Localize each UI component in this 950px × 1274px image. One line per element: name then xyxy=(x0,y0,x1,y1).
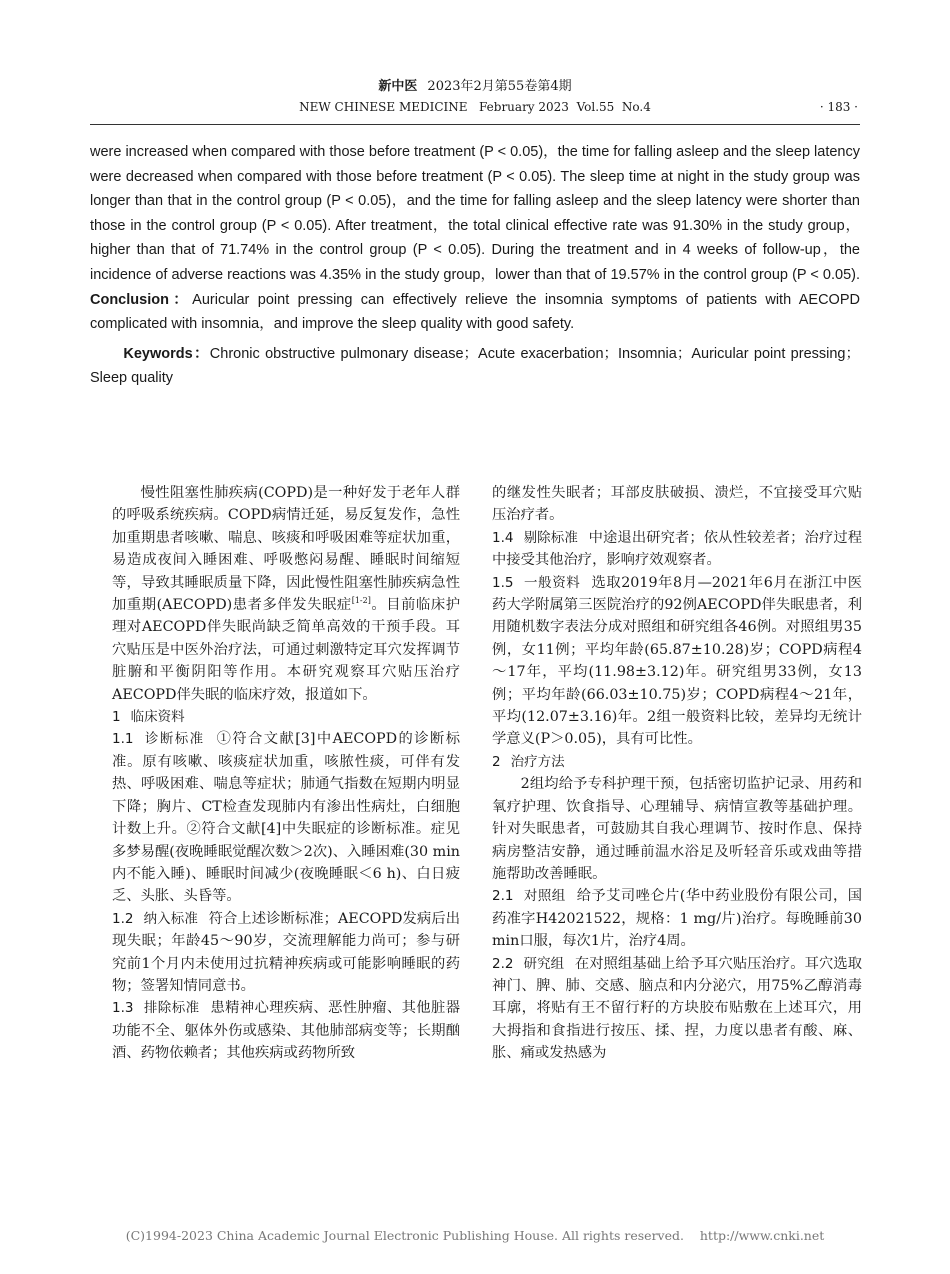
journal-title-cn xyxy=(0,78,950,96)
section-2-title: 治疗方法 xyxy=(510,753,565,770)
conclusion-text: Auricular point pressing can effectively relieve the insomnia symptoms of patients with AECOPD complicated with insomnia，and improve the sleep quality with good safety. xyxy=(90,291,860,333)
section-1-1-number: 1.1 xyxy=(112,731,134,748)
intro-citation: [1-2] xyxy=(351,596,371,606)
section-2-1-text: 给予艾司唑仑片(华中药业股份有限公司，国药准字H42021522，规格：1 mg/片)治疗。每晚睡前30 min口服，每次1片，治疗4周。 xyxy=(492,888,863,950)
page-number: · 183 · xyxy=(819,100,858,114)
journal-issue-cn: 2023年2月第55卷第4期 xyxy=(427,79,572,94)
keywords-label: Keywords： xyxy=(123,345,210,362)
header-rule xyxy=(90,124,860,125)
right-column xyxy=(492,482,862,1065)
section-1-5 xyxy=(492,572,862,751)
section-2-1-title: 对照组 xyxy=(523,888,566,905)
section-1-2-number: 1.2 xyxy=(112,910,134,927)
intro-text-b: 。目前临床护理对AECOPD伴失眠尚缺乏简单高效的干预手段。耳穴贴压是中医外治疗法，可通过刺激特定耳穴发挥调节脏腑和平衡阴阳等作用。本研究观察耳穴贴压治疗AECOPD伴失眠的临床疗效，报道如下。 xyxy=(112,597,460,703)
section-2-heading xyxy=(492,751,862,773)
conclusion-label: Conclusion： xyxy=(90,291,193,308)
copyright-footer: (C)1994-2023 China Academic Journal Electronic Publishing House. All rights reserved. http://www.cnki.net xyxy=(125,1228,825,1243)
section-1-5-text: 选取2019年8月—2021年6月在浙江中医药大学附属第三医院治疗的92例AECOPD伴失眠患者，利用随机数字表法分成对照组和研究组各46例。对照组男35例，女11例；平均年龄(65.87±10.28)岁；COPD病程4～17年，平均(11.98±3.12)年。研究组男33例，女13例；平均年龄(66.03±10.75)岁；COPD病程4～21年，平均(12.07±3.16)年。2组一般资料比较，差异均无统计学意义(P＞0.05)，具有可比性。 xyxy=(492,574,862,748)
section-1-3 xyxy=(112,997,460,1064)
intro-paragraph xyxy=(112,482,460,706)
section-2-2-number: 2.2 xyxy=(492,955,514,972)
abstract-results: were increased when compared with those before treatment (P < 0.05)，the time for falling asleep and the sleep latency were decreased when compared with those before treatment (P < 0.05). The sleep time at night in the study group was longer than that in the control group (P < 0.05)，and the time for falling asleep and the sleep latency were shorter than those in the control group (P < 0.05). After treatment，the total clinical effective rate was 91.30% in the study group，higher than that of 71.74% in the control group (P < 0.05). During the treatment and in 4 weeks of follow-up，the incidence of adverse reactions was 4.35% in the study group，lower than that of 19.57% in the control group (P < 0.05). xyxy=(90,144,860,283)
section-1-2 xyxy=(112,908,460,998)
section-2-2-text: 在对照组基础上给予耳穴贴压治疗。耳穴选取神门、脾、肺、交感、脑点和内分泌穴，用75%乙醇消毒耳廓，将贴有王不留行籽的方块胶布贴敷在上述耳穴，用大拇指和食指进行按压、揉、捏，力度以患者有酸、麻、胀、痛或发热感为 xyxy=(492,955,863,1062)
keywords-text: Chronic obstructive pulmonary disease；Acute exacerbation；Insomnia；Auricular point pressing；Sleep quality xyxy=(90,345,860,387)
journal-issue-en: NEW CHINESE MEDICINE February 2023 Vol.55 No.4 xyxy=(299,100,651,114)
section-2-1-number: 2.1 xyxy=(492,888,514,905)
section-1-1-title: 诊断标准 xyxy=(143,731,205,748)
section-1-4-title: 剔除标准 xyxy=(523,529,578,546)
section-1-heading xyxy=(112,706,460,728)
section-1-2-title: 纳入标准 xyxy=(143,910,198,927)
section-1-4 xyxy=(492,527,862,572)
section-1-3-continued: 的继发性失眠者；耳部皮肤破损、溃烂，不宜接受耳穴贴压治疗者。 xyxy=(492,485,862,524)
section-1-title: 临床资料 xyxy=(130,709,185,726)
abstract-block xyxy=(90,140,860,391)
intro-text-a: 慢性阻塞性肺疾病(COPD)是一种好发于老年人群的呼吸系统疾病。COPD病情迁延，易反复发作，急性加重期患者咳嗽、喘息、咳痰和呼吸困难等症状加重，易造成夜间入睡困难、呼吸憋闷易醒、睡眠时间缩短等，导致其睡眠质量下降，因此慢性阻塞性肺疾病急性加重期(AECOPD)患者多伴发失眠症 xyxy=(112,485,460,614)
section-2-number: 2 xyxy=(492,753,501,770)
section-1-number: 1 xyxy=(112,709,121,726)
section-1-4-text: 中途退出研究者；依从性较差者；治疗过程中接受其他治疗，影响疗效观察者。 xyxy=(492,529,863,569)
section-1-1 xyxy=(112,728,460,907)
section-1-5-title: 一般资料 xyxy=(523,574,581,591)
keywords-line xyxy=(90,342,860,391)
journal-name-cn: 新中医 xyxy=(378,79,418,94)
page-header xyxy=(0,78,950,116)
section-1-4-number: 1.4 xyxy=(492,529,514,546)
section-1-3-number: 1.3 xyxy=(112,1000,134,1017)
section-1-2-text: 符合上述诊断标准；AECOPD发病后出现失眠；年龄45～90岁，交流理解能力尚可；参与研究前1个月内未使用过抗精神疾病或可能影响睡眠的药物；签署知情同意书。 xyxy=(112,910,461,994)
abstract-paragraph xyxy=(90,140,860,337)
section-1-3-title: 排除标准 xyxy=(143,1000,200,1017)
section-2-text: 2组均给予专科护理干预，包括密切监护记录、用药和氧疗护理、饮食指导、心理辅导、病情宣教等基础护理。针对失眠患者，可鼓励其自我心理调节、按时作息、保持病房整洁安静，通过睡前温水浴足及听轻音乐或戏曲等措施帮助改善睡眠。 xyxy=(492,776,862,882)
left-column xyxy=(112,482,460,1065)
journal-title-en xyxy=(0,98,950,116)
section-2-2 xyxy=(492,953,862,1065)
section-2-1 xyxy=(492,885,862,952)
body-columns xyxy=(90,482,863,1182)
section-1-1-text: ①符合文献[3]中AECOPD的诊断标准。原有咳嗽、咳痰症状加重，咳脓性痰，可伴有发热、呼吸困难、喘息等症状；肺通气指数在短期内明显下降；胸片、CT检查发现肺内有渗出性病灶，白细胞计数上升。②符合文献[4]中失眠症的诊断标准。症见多梦易醒(夜晚睡眠觉醒次数＞2次)、入睡困难(30 min内不能入睡)、睡眠时间减少(夜晚睡眠＜6 h)、白日疲乏、头胀、头昏等。 xyxy=(112,731,461,905)
section-2-2-title: 研究组 xyxy=(523,955,565,972)
section-1-3-text-a: 患精神心理疾病、恶性肿瘤、其他脏器功能不全、躯体外伤或感染、其他肺部病变等；长期酗酒、药物依赖者；其他疾病或药物所致 xyxy=(112,1000,461,1062)
section-1-5-number: 1.5 xyxy=(492,574,514,591)
